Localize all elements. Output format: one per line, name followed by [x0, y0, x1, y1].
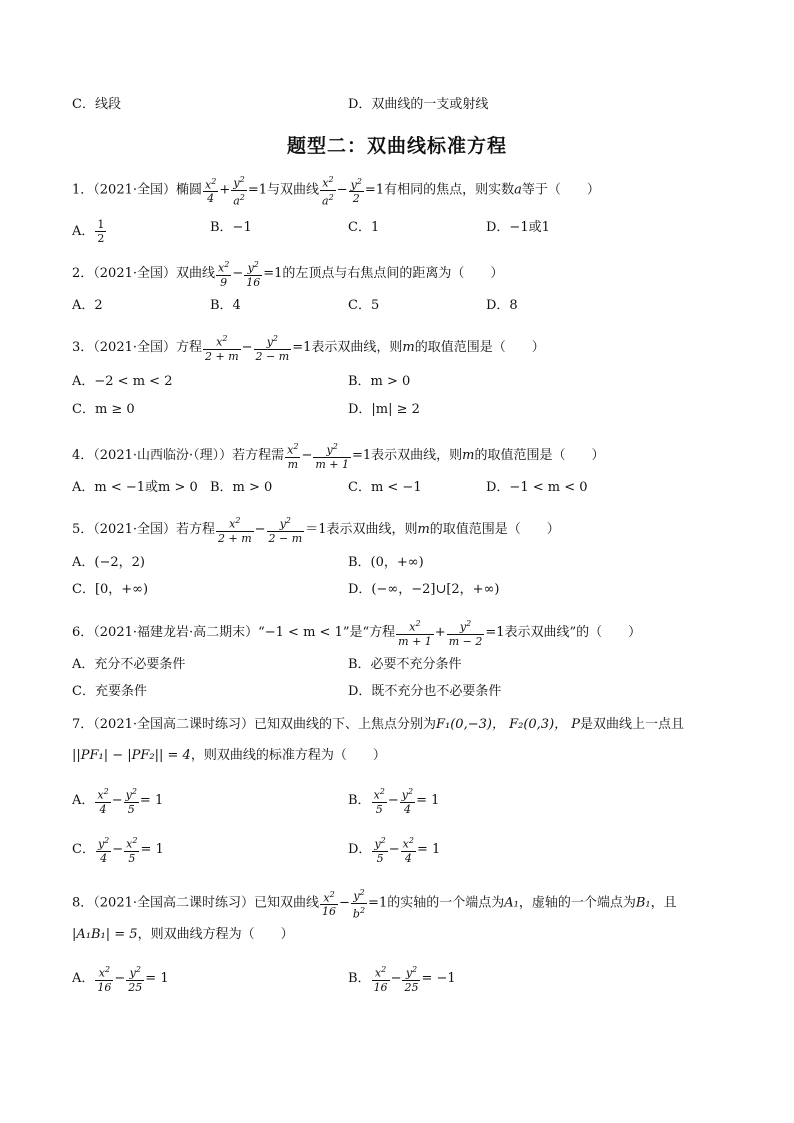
option-c: C．线段	[72, 97, 121, 112]
question-1-option-a: A． $\frac{1}{2}$	[72, 218, 105, 245]
question-1-option-d: D．−1或1	[486, 220, 550, 235]
question-5-option-c: C．[0，+∞)	[72, 582, 149, 597]
question-5-option-a: A．(−2，2)	[72, 555, 145, 570]
question-3-option-a: A．−2 < m < 2	[72, 374, 173, 389]
question-6: 6．（2021·福建龙岩·高二期末）“−1 < m < 1”是“方程 $\frac{x^2}{m + 1}$ + $\frac{y^2}{m - 2}$ =1表示双曲线”的（ ）	[72, 619, 642, 648]
question-7-option-d: D． $\frac{y^2}{5}$ − $\frac{x^2}{4}$ = 1	[348, 836, 441, 865]
question-2: 2．（2021·全国）双曲线 $\frac{x^2}{9}$ − $\frac{y^2}{16}$ =1的左顶点与右焦点间的距离为（ ）	[72, 260, 504, 289]
question-4-option-b: B．m > 0	[210, 480, 273, 495]
question-3: 3．（2021·全国）方程 $\frac{x^2}{2 + m}$ − $\frac{y^2}{2 - m}$ =1表示双曲线，则m的取值范围是（ ）	[72, 334, 545, 363]
question-4-option-a: A．m < −1或m > 0	[72, 480, 198, 495]
question-4-option-d: D．−1 < m < 0	[486, 480, 588, 495]
question-8-option-b: B． $\frac{x^2}{16}$ − $\frac{y^2}{25}$ = −1	[348, 965, 456, 994]
question-7-option-c: C． $\frac{y^2}{4}$ − $\frac{x^2}{5}$ = 1	[72, 836, 164, 865]
question-7-option-a: A． $\frac{x^2}{4}$ − $\frac{y^2}{5}$ = 1	[72, 787, 164, 816]
question-6-option-c: C．充要条件	[72, 684, 147, 699]
question-7: 7．（2021·全国高二课时练习）已知双曲线的下、上焦点分别为F₁(0,−3)， F₂(0,3)， P是双曲线上一点且	[72, 717, 685, 732]
question-1: 1．（2021·全国）椭圆 $\frac{x^2}{4}$ + $\frac{y^2}{a^2}$ =1与双曲线 $\frac{x^2}{a^2}$ − $\frac{y^2}{2}$ =1有相同的焦点，则实数a等于（ ）	[72, 175, 600, 208]
question-7-condition: ||PF₁| − |PF₂|| = 4，则双曲线的标准方程为（ ）	[72, 748, 386, 763]
question-8-option-a: A． $\frac{x^2}{16}$ − $\frac{y^2}{25}$ = 1	[72, 965, 169, 994]
question-4: 4．（2021·山西临汾·（理））若方程需 $\frac{x^2}{m}$ − $\frac{y^2}{m + 1}$ =1表示双曲线，则m的取值范围是（ ）	[72, 442, 605, 471]
question-6-option-b: B．必要不充分条件	[348, 657, 462, 672]
question-8-condition: |A₁B₁| = 5，则双曲线方程为（ ）	[72, 927, 294, 942]
question-2-option-d: D．8	[486, 298, 518, 313]
question-3-option-b: B．m > 0	[348, 374, 411, 389]
question-1-option-b: B．−1	[210, 220, 252, 235]
question-5-option-b: B．(0，+∞)	[348, 555, 424, 570]
question-5-option-d: D．(−∞，−2]∪[2，+∞)	[348, 582, 500, 597]
question-7-option-b: B． $\frac{x^2}{5}$ − $\frac{y^2}{4}$ = 1	[348, 787, 440, 816]
question-2-option-c: C．5	[348, 298, 380, 313]
question-1-option-c: C．1	[348, 220, 380, 235]
question-3-option-c: C．m ≥ 0	[72, 402, 135, 417]
question-6-option-a: A．充分不必要条件	[72, 657, 186, 672]
question-5: 5．（2021·全国）若方程 $\frac{x^2}{2 + m}$ − $\frac{y^2}{2 - m}$ ＝1表示双曲线，则m的取值范围是（ ）	[72, 516, 560, 545]
question-6-option-d: D．既不充分也不必要条件	[348, 684, 502, 699]
option-d: D．双曲线的一支或射线	[348, 97, 489, 112]
question-4-option-c: C．m < −1	[348, 480, 422, 495]
question-2-option-b: B．4	[210, 298, 241, 313]
section-title: 题型二：双曲线标准方程	[286, 135, 507, 157]
question-2-option-a: A．2	[72, 298, 103, 313]
question-3-option-d: D．|m| ≥ 2	[348, 402, 420, 417]
question-8: 8．（2021·全国高二课时练习）已知双曲线 $\frac{x^2}{16}$ − $\frac{y^2}{b^2}$ =1的实轴的一个端点为A₁，虚轴的一个端点为B₁，且	[72, 888, 677, 921]
